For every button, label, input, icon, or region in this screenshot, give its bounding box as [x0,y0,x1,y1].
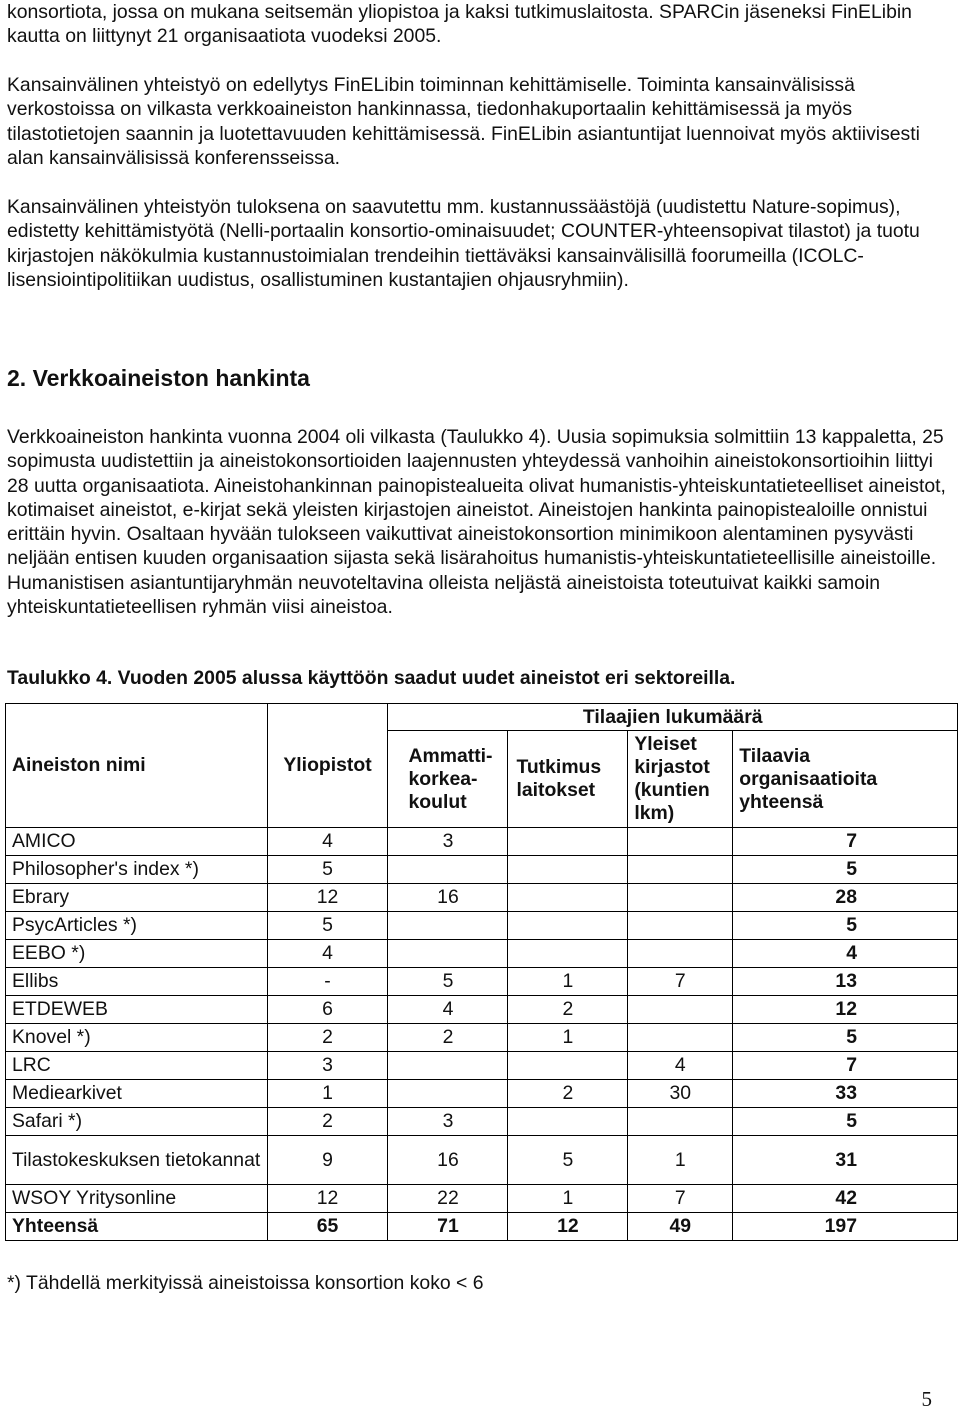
cell-yk: 7 [628,1185,733,1213]
cell-total: 12 [733,996,958,1024]
cell-amk: 3 [388,828,508,856]
cell-yk [628,828,733,856]
cell-name: EEBO *) [6,940,268,968]
cell-amk: 3 [388,1108,508,1136]
cell-amk: 16 [388,1136,508,1185]
table-row [6,1136,958,1185]
cell-amk [388,1080,508,1108]
cell-tl [508,1108,628,1136]
header-name: Aineiston nimi [6,704,268,828]
cell-amk: 4 [388,996,508,1024]
cell-tl [508,912,628,940]
cell-total: 31 [733,1136,958,1185]
cell-yk [628,1108,733,1136]
table-row [6,1024,958,1052]
subscriptions-table [5,703,958,1241]
cell-amk: 22 [388,1185,508,1213]
cell-tl: 12 [508,1213,628,1241]
paragraph-cooperation-results: Kansainvälinen yhteistyön tuloksena on saavutettu mm. kustannussäästöjä (uudistettu Nature-sopimus), edistetty kehittämistyötä (Nelli-portaalin konsortio-ominaisuudet; COUNTER-yhteensopivat tilastot) ja tuotu kirjastojen näkökulmia kustannustoimialan trendeihin tiettäväksi kansainvälisillä foorumeilla (ICOLC-lisensiointipolitiikan uudistus, osallistuminen kustantajien ohjausryhmiin). [7,196,920,291]
cell-tl: 5 [508,1136,628,1185]
cell-tl: 2 [508,996,628,1024]
table-row [6,940,958,968]
header-yleiset: Yleiset kirjastot (kuntien lkm) [628,731,733,828]
cell-name: Ellibs [6,968,268,996]
cell-yo: 2 [267,1108,388,1136]
cell-total-label: Yhteensä [6,1213,268,1241]
cell-total: 42 [733,1185,958,1213]
cell-yk: 1 [628,1136,733,1185]
cell-yk [628,996,733,1024]
header-yliopistot: Yliopistot [267,704,388,828]
cell-name: AMICO [6,828,268,856]
cell-yk [628,856,733,884]
cell-name: Tilastokeskuksen tietokannat [6,1136,268,1185]
cell-tl [508,828,628,856]
page-number: 5 [921,1387,932,1411]
cell-amk [388,912,508,940]
table-row [6,996,958,1024]
cell-total: 197 [733,1213,958,1241]
cell-yk [628,884,733,912]
table-group-header-row [6,704,958,731]
cell-amk [388,940,508,968]
cell-yo: 2 [267,1024,388,1052]
paragraph-international-cooperation: Kansainvälinen yhteistyö on edellytys FinELibin toiminnan kehittämiselle. Toiminta kansainvälisissä verkostoissa on vilkasta verkkoaineiston hankinnassa, tiedonhakuportaalin kehittämisessä ja myös tilastotietojen saannin ja luotettavuuden kehittämisessä. FinELibin asiantuntijat luennoivat myös aktiivisesti alan kansainvälisissä konferensseissa. [7,74,920,169]
cell-yo: 4 [267,940,388,968]
table-row [6,1080,958,1108]
cell-yo: 3 [267,1052,388,1080]
cell-total: 7 [733,828,958,856]
cell-amk: 16 [388,884,508,912]
cell-tl: 1 [508,968,628,996]
cell-total: 4 [733,940,958,968]
table-row [6,856,958,884]
cell-name: PsycArticles *) [6,912,268,940]
cell-yk: 30 [628,1080,733,1108]
cell-name: LRC [6,1052,268,1080]
table-row [6,1052,958,1080]
cell-name: Ebrary [6,884,268,912]
cell-name: Knovel *) [6,1024,268,1052]
cell-name: ETDEWEB [6,996,268,1024]
cell-yo: 12 [267,884,388,912]
header-tutkimus: Tutkimus laitokset [508,731,628,828]
paragraph-sparc: konsortiota, jossa on mukana seitsemän yliopistoa ja kaksi tutkimuslaitosta. SPARCin jäseneksi FinELibin kautta on liittynyt 21 organisaatiota vuodeksi 2005. [7,1,912,48]
cell-yk: 7 [628,968,733,996]
cell-yo: 5 [267,856,388,884]
section-heading: 2. Verkkoaineiston hankinta [7,365,310,391]
table-row [6,968,958,996]
cell-name: Safari *) [6,1108,268,1136]
cell-tl [508,884,628,912]
cell-total: 7 [733,1052,958,1080]
header-yhteensa: Tilaavia organisaatioita yhteensä [733,731,958,828]
cell-total: 28 [733,884,958,912]
cell-yo: 5 [267,912,388,940]
cell-total: 5 [733,1024,958,1052]
cell-yk: 4 [628,1052,733,1080]
cell-yo: 65 [267,1213,388,1241]
cell-amk: 71 [388,1213,508,1241]
cell-amk: 5 [388,968,508,996]
cell-tl [508,1052,628,1080]
cell-total: 5 [733,856,958,884]
cell-yo: 1 [267,1080,388,1108]
table-caption: Taulukko 4. Vuoden 2005 alussa käyttöön saadut uudet aineistot eri sektoreilla. [7,667,736,689]
cell-amk: 2 [388,1024,508,1052]
cell-total: 33 [733,1080,958,1108]
cell-total: 5 [733,912,958,940]
cell-yk [628,912,733,940]
table-row [6,912,958,940]
table-total-row [6,1213,958,1241]
table-row [6,884,958,912]
table-row [6,828,958,856]
table-row [6,1185,958,1213]
cell-amk [388,1052,508,1080]
header-group-subscribers: Tilaajien lukumäärä [388,704,958,731]
cell-tl: 1 [508,1024,628,1052]
cell-yo: 6 [267,996,388,1024]
cell-name: Philosopher's index *) [6,856,268,884]
table-footnote: *) Tähdellä merkityissä aineistoissa konsortion koko < 6 [7,1272,484,1294]
cell-total: 5 [733,1108,958,1136]
cell-yo: 12 [267,1185,388,1213]
cell-tl: 1 [508,1185,628,1213]
cell-name: Mediearkivet [6,1080,268,1108]
table-row [6,1108,958,1136]
paragraph-acquisition: Verkkoaineiston hankinta vuonna 2004 oli vilkasta (Taulukko 4). Uusia sopimuksia solmittiin 13 kappaletta, 25 sopimusta uudistettiin ja aineistokonsortioiden laajennusten yhteydessä vanhoihin aineistokonsortioihin liittyi 28 uutta organisaatiota. Aineistohankinnan painopistealueita olivat humanistis-yhteiskuntatieteelliset aineistot, kotimaiset aineistot, e-kirjat sekä yleisten kirjastojen aineistot. Aineistojen hankinta painopistealoille onnistui erittäin hyvin. Osaltaan hyvään tulokseen vaikuttivat aineistokonsortion minimikoon alentaminen pysyvästi neljään entisen kuuden organisaation sijasta sekä lisärahoitus humanistis-yhteiskuntatieteellisille aineistoille. Humanistisen asiantuntijaryhmän neuvoteltavina olleista neljästä aineistoista toteutuivat kaikki samoin yhteiskuntatieteellisen ryhmän viisi aineistoa. [7,426,946,619]
cell-yk [628,940,733,968]
cell-yo: 4 [267,828,388,856]
cell-yo: 9 [267,1136,388,1185]
cell-tl [508,856,628,884]
cell-yk [628,1024,733,1052]
cell-yo: - [267,968,388,996]
cell-yk: 49 [628,1213,733,1241]
header-amk: Ammatti-korkea-koulut [388,731,508,828]
cell-amk [388,856,508,884]
cell-tl: 2 [508,1080,628,1108]
cell-name: WSOY Yritysonline [6,1185,268,1213]
cell-total: 13 [733,968,958,996]
cell-tl [508,940,628,968]
